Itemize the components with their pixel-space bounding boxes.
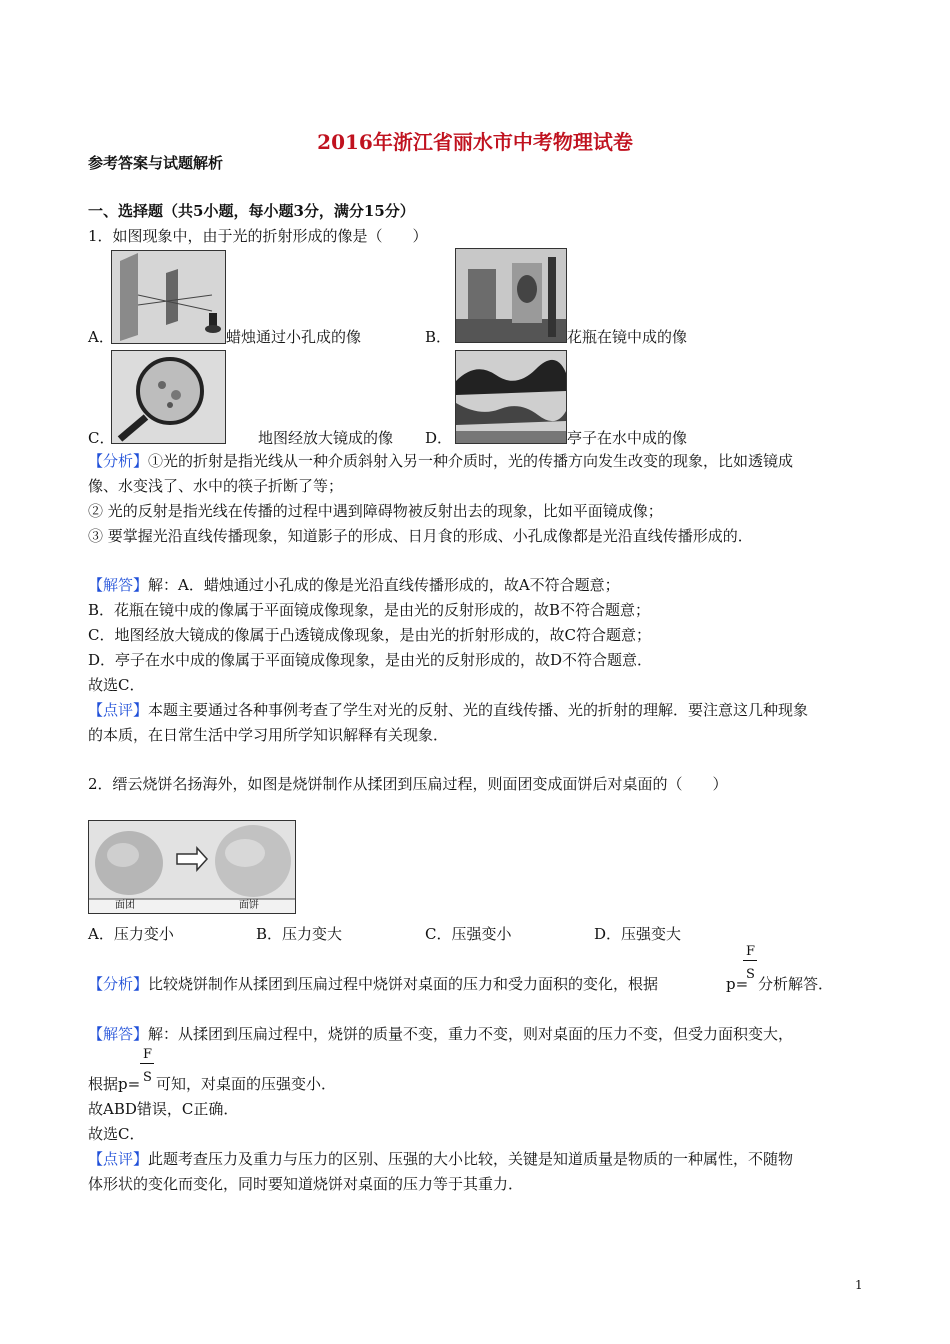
subtitle: 参考答案与试题解析 [88, 154, 224, 172]
q2-analysis-tail: 分析解答． [758, 975, 834, 993]
q2-image-label-left: 面团 [115, 900, 135, 911]
q1-option-b-letter: B． [425, 328, 452, 346]
section-heading: 一、选择题（共5小题，每小题3分，满分15分） [88, 202, 415, 220]
q1-option-d-letter: D． [425, 429, 453, 447]
q2-option-b: B．压力变大 [256, 925, 343, 943]
formula-p: p= [726, 975, 749, 993]
formula-numerator: F [746, 944, 756, 959]
analysis-tag: 【分析】 [88, 975, 149, 993]
q1-comment-line2: 的本质，在日常生活中学习用所学知识解释有关现象． [88, 726, 449, 744]
q1-analysis-line2: 像、水变浅了、水中的筷子折断了等； [88, 477, 344, 495]
q2-option-a: A．压力变小 [88, 925, 174, 943]
answer-tag: 【解答】 [88, 576, 149, 594]
q1-answer-line4: D．亭子在水中成的像属于平面镜成像现象，是由光的反射形成的，故D不符合题意． [88, 651, 653, 669]
q2-option-c: C．压强变小 [425, 925, 512, 943]
q1-analysis-line4: ③ 要掌握光沿直线传播现象，知道影子的形成、日月食的形成、小孔成像都是光沿直线传播形成的． [88, 527, 753, 545]
q1-answer-line1: 【解答】解：A．蜡烛通过小孔成的像是光沿直线传播形成的，故A不符合题意； [88, 576, 620, 594]
q1-option-a-letter: A． [88, 328, 114, 346]
answer-tag: 【解答】 [88, 1025, 149, 1043]
q2-option-d: D．压强变大 [594, 925, 682, 943]
q1-stem: 1．如图现象中，由于光的折射形成的像是（ ） [88, 227, 428, 245]
q2-analysis-line1: 【分析】比较烧饼制作从揉团到压扁过程中烧饼对桌面的压力和受力面积的变化，根据 [88, 975, 659, 993]
q1-option-d-text: 亭子在水中成的像 [567, 429, 688, 447]
fraction-bar [743, 960, 757, 961]
q1-option-a-image [111, 250, 226, 344]
formula-denominator: S [143, 1070, 152, 1085]
q1-analysis-line1: 【分析】①光的折射是指光线从一种介质斜射入另一种介质时，光的传播方向发生改变的现象，比如透镜成 [88, 452, 794, 470]
q1-option-a-text: 蜡烛通过小孔成的像 [226, 328, 362, 346]
q2-answer-line2-pre: 根据p= [88, 1075, 141, 1093]
q2-comment-line1: 【点评】此题考查压力及重力与压力的区别、压强的大小比较，关键是知道质量是物质的一种属性，不随物 [88, 1150, 794, 1168]
q2-comment-line2: 体形状的变化而变化，同时要知道烧饼对桌面的压力等于其重力． [88, 1175, 524, 1193]
formula-denominator: S [746, 967, 755, 982]
fraction-bar [140, 1063, 154, 1064]
q2-stem: 2．缙云烧饼名扬海外，如图是烧饼制作从揉团到压扁过程，则面团变成面饼后对桌面的（ ） [88, 775, 728, 793]
q1-comment-line1: 【点评】本题主要通过各种事例考查了学生对光的反射、光的直线传播、光的折射的理解．要注意这几种现象 [88, 701, 809, 719]
q2-answer-line2-post: 可知，对桌面的压强变小． [156, 1075, 337, 1093]
q1-answer-line2: B．花瓶在镜中成的像属于平面镜成像现象，是由光的反射形成的，故B不符合题意； [88, 601, 651, 619]
q1-option-c-letter: C． [88, 429, 115, 447]
q2-image-label-right: 面饼 [239, 900, 259, 911]
analysis-tag: 【分析】 [88, 452, 149, 470]
q1-option-d-image [455, 350, 567, 444]
q2-answer-line4: 故选C． [88, 1125, 145, 1143]
page-title: 2016年浙江省丽水市中考物理试卷 [317, 130, 633, 154]
comment-tag: 【点评】 [88, 1150, 149, 1168]
q1-answer-line3: C．地图经放大镜成的像属于凸透镜成像现象，是由光的折射形成的，故C符合题意； [88, 626, 651, 644]
q1-answer-line5: 故选C． [88, 676, 145, 694]
q2-answer-line1: 【解答】解：从揉团到压扁过程中，烧饼的质量不变，重力不变，则对桌面的压力不变，但受力面积变大， [88, 1025, 794, 1043]
comment-tag: 【点评】 [88, 701, 149, 719]
q1-option-b-image [455, 248, 567, 343]
q1-option-c-text: 地图经放大镜成的像 [258, 429, 394, 447]
q1-option-c-image [111, 350, 226, 444]
formula-numerator: F [143, 1047, 153, 1062]
q2-answer-line3: 故ABD错误，C正确． [88, 1100, 239, 1118]
q1-option-b-text: 花瓶在镜中成的像 [567, 328, 688, 346]
q2-image [88, 820, 296, 914]
page-number: 1 [855, 1278, 863, 1292]
q1-analysis-line3: ② 光的反射是指光线在传播的过程中遇到障碍物被反射出去的现象，比如平面镜成像； [88, 502, 663, 520]
